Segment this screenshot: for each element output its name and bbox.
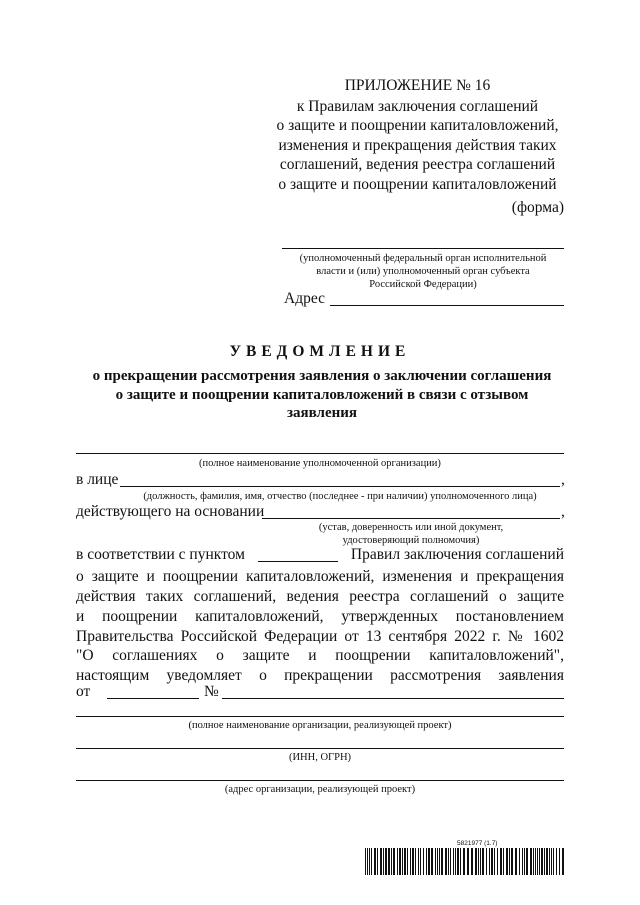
basis-caption-line-2: удостоверяющий полномочия)	[342, 535, 480, 546]
body-line-6: настоящим уведомляет о прекращении рассмотрения заявления	[76, 667, 564, 684]
person-comma: ,	[561, 471, 565, 488]
address-line[interactable]	[330, 305, 564, 306]
organization-caption: (полное наименование уполномоченной организации)	[199, 458, 441, 469]
subtitle-line-1: о прекращении рассмотрения заявления о заключении соглашения	[92, 368, 552, 384]
header-line-1: к Правилам заключения соглашений	[296, 97, 539, 115]
subtitle-line-2: о защите и поощрении капиталовложений в связи с отзывом	[115, 386, 529, 403]
header-line-2: о защите и поощрении капиталовложений,	[276, 117, 559, 134]
person-line[interactable]	[120, 486, 560, 487]
basis-caption	[262, 521, 560, 547]
inn-ogrn-line[interactable]	[76, 748, 564, 749]
project-address-caption: (адрес организации, реализующей проект)	[224, 784, 416, 795]
body-line-3: и поощрении капиталовложений, утвержденных постановлением	[76, 608, 564, 625]
body-line-5: "О соглашениях о защите и поощрении капиталовложений",	[76, 647, 564, 664]
document-subtitle	[80, 367, 564, 423]
barcode-icon	[365, 848, 565, 875]
inn-ogrn-caption: (ИНН, ОГРН)	[288, 752, 352, 763]
recipient-line[interactable]	[282, 248, 564, 249]
appendix-number: ПРИЛОЖЕНИЕ № 16	[344, 77, 491, 94]
number-label: №	[204, 683, 219, 700]
basis-caption-line-1: (устав, доверенность или иной документ,	[318, 522, 504, 533]
body-line-4: Правительства Российской Федерации от 13 сентября 2022 г. № 1602	[76, 628, 564, 645]
organization-line[interactable]	[76, 453, 564, 454]
project-organization-caption: (полное наименование организации, реализующей проект)	[188, 720, 452, 731]
person-caption: (должность, фамилия, имя, отчество (последнее - при наличии) уполномоченного лица)	[143, 491, 537, 502]
clause-number-line[interactable]	[258, 561, 338, 562]
basis-line[interactable]	[262, 518, 560, 519]
date-line[interactable]	[107, 698, 199, 699]
body-start: в соответствии с пунктом	[76, 546, 245, 563]
header-line-3: изменения и прекращения действия таких	[278, 136, 557, 154]
recipient-caption-line-2: власти и (или) уполномоченный орган субъекта	[316, 266, 530, 277]
subtitle-line-3: заявления	[286, 405, 358, 421]
recipient-caption-line-3: Российской Федерации)	[369, 279, 477, 290]
header-line-5: о защите и поощрении капиталовложений	[278, 175, 557, 193]
basis-comma: ,	[561, 503, 565, 520]
recipient-caption-line-1: (уполномоченный федеральный орган исполнительной	[299, 253, 547, 264]
recipient-caption	[282, 252, 564, 291]
application-number-line[interactable]	[222, 698, 564, 699]
appendix-header	[270, 76, 565, 194]
barcode-number: 5821977 (1.7)	[457, 840, 498, 847]
body-start-rest: Правил заключения соглашений	[350, 546, 564, 563]
document-title: УВЕДОМЛЕНИЕ	[229, 343, 411, 360]
in-person-label: в лице	[76, 471, 119, 488]
acting-label: действующего на основании	[76, 503, 265, 520]
address-label: Адрес	[284, 290, 325, 307]
project-address-line[interactable]	[76, 780, 564, 781]
header-line-4: соглашений, ведения реестра соглашений	[279, 156, 556, 173]
from-label: от	[76, 683, 91, 700]
body-line-2: действия таких соглашений, ведения реестра соглашений о защите	[76, 588, 564, 605]
body-line-1: о защите и поощрении капиталовложений, изменения и прекращения	[76, 568, 564, 585]
project-organization-line[interactable]	[76, 716, 564, 717]
form-label: (форма)	[511, 199, 564, 216]
